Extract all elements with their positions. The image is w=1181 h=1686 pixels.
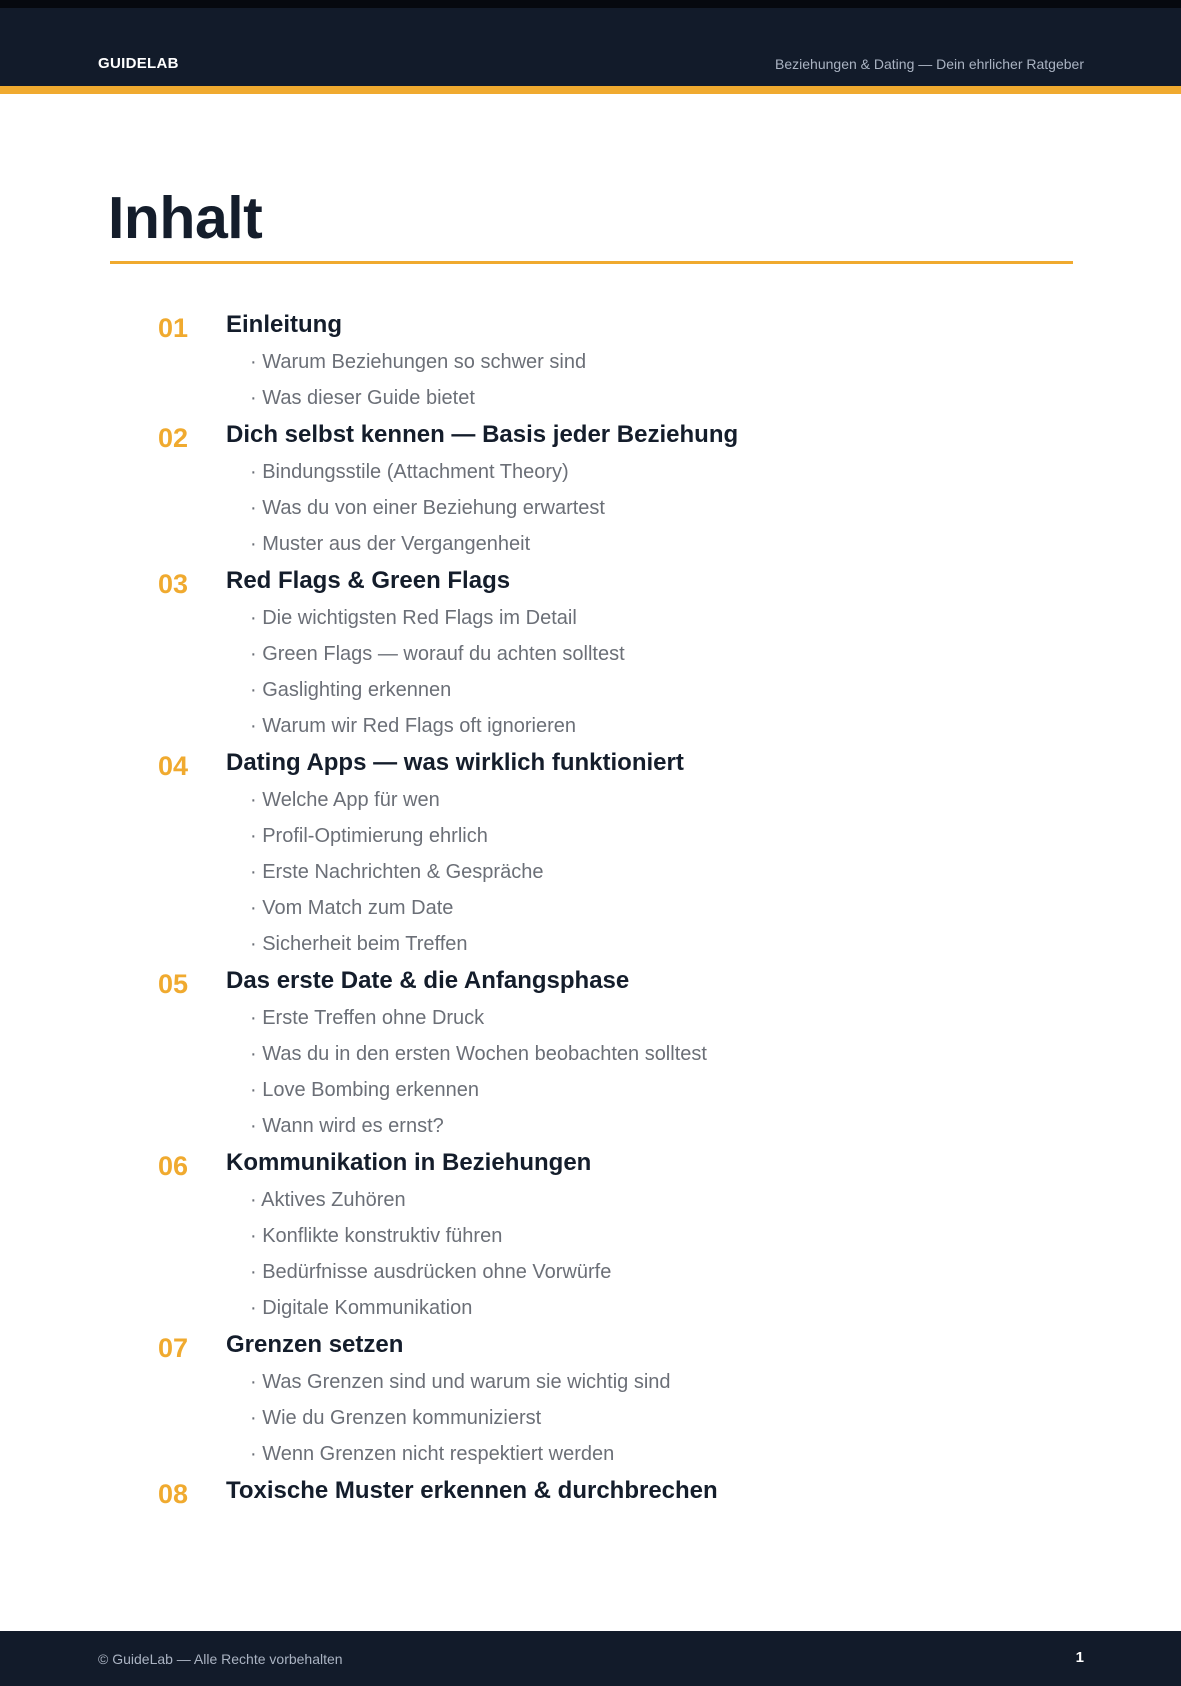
subitem-label: · Wann wird es ernst? (250, 1115, 444, 1137)
chapter-number: 08 (158, 1479, 189, 1509)
subitem-label: · Bindungsstile (Attachment Theory) (250, 461, 569, 483)
subitem-label: · Erste Treffen ohne Druck (250, 1007, 485, 1029)
toc-subitem (0, 1000, 1181, 1036)
toc-chapter (0, 962, 1181, 1000)
chapter-number: 01 (158, 313, 189, 343)
chapter-number: 03 (158, 569, 189, 599)
toc-subitem (0, 708, 1181, 744)
toc-subitem (0, 636, 1181, 672)
chapter-number: 04 (158, 751, 189, 781)
subitem-label: · Aktives Zuhören (250, 1189, 406, 1211)
chapter-number: 02 (158, 423, 189, 453)
chapter-number: 06 (158, 1151, 189, 1181)
subitem-label: · Erste Nachrichten & Gespräche (250, 861, 544, 883)
toc-subitem (0, 454, 1181, 490)
toc-subitem (0, 1364, 1181, 1400)
toc-subitem (0, 1436, 1181, 1472)
toc-subitem (0, 890, 1181, 926)
toc-chapter (0, 1326, 1181, 1364)
subitem-label: · Love Bombing erkennen (250, 1079, 480, 1101)
chapter-title: Red Flags & Green Flags (226, 567, 511, 594)
subitem-label: · Bedürfnisse ausdrücken ohne Vorwürfe (250, 1261, 612, 1283)
table-of-contents (0, 306, 1181, 1510)
subitem-label: · Vom Match zum Date (250, 897, 454, 919)
subitem-label: · Warum wir Red Flags oft ignorieren (250, 715, 577, 737)
toc-chapter (0, 744, 1181, 782)
footer-bar (0, 1631, 1181, 1686)
subitem-label: · Muster aus der Vergangenheit (250, 533, 531, 555)
subitem-label: · Gaslighting erkennen (250, 679, 452, 701)
chapter-number: 05 (158, 969, 189, 999)
toc-subitem (0, 1108, 1181, 1144)
chapter-title: Dating Apps — was wirklich funktioniert (226, 749, 684, 776)
toc-subitem (0, 926, 1181, 962)
header-accent-line (0, 86, 1181, 94)
toc-chapter (0, 1144, 1181, 1182)
subitem-label: · Warum Beziehungen so schwer sind (250, 351, 587, 373)
chapter-title: Das erste Date & die Anfangsphase (226, 967, 630, 994)
page-number: 1 (1075, 1649, 1084, 1666)
subitem-label: · Was du in den ersten Wochen beobachten solltest (250, 1043, 707, 1065)
toc-chapter (0, 306, 1181, 344)
subitem-label: · Wie du Grenzen kommunizierst (250, 1407, 542, 1429)
toc-subitem (0, 600, 1181, 636)
toc-subitem (0, 1072, 1181, 1108)
toc-subitem (0, 818, 1181, 854)
subitem-label: · Die wichtigsten Red Flags im Detail (250, 607, 577, 629)
chapter-title: Kommunikation in Beziehungen (226, 1149, 592, 1176)
toc-subitem (0, 1400, 1181, 1436)
toc-subitem (0, 1036, 1181, 1072)
subitem-label: · Konflikte konstruktiv führen (250, 1225, 503, 1247)
chapter-title: Toxische Muster erkennen & durchbrechen (226, 1477, 718, 1504)
page-title: Inhalt (108, 185, 263, 251)
header-bar (0, 0, 1181, 86)
chapter-title: Grenzen setzen (226, 1331, 404, 1358)
chapter-title: Einleitung (226, 311, 342, 338)
toc-subitem (0, 490, 1181, 526)
subitem-label: · Profil-Optimierung ehrlich (250, 825, 488, 847)
toc-subitem (0, 344, 1181, 380)
subitem-label: · Welche App für wen (250, 789, 440, 811)
toc-chapter (0, 416, 1181, 454)
toc-subitem (0, 1218, 1181, 1254)
subitem-label: · Was Grenzen sind und warum sie wichtig sind (250, 1371, 671, 1393)
subitem-label: · Wenn Grenzen nicht respektiert werden (250, 1443, 615, 1465)
subitem-label: · Was dieser Guide bietet (250, 387, 475, 409)
title-divider (110, 261, 1073, 264)
toc-chapter (0, 562, 1181, 600)
subitem-label: · Digitale Kommunikation (250, 1297, 473, 1319)
toc-chapter (0, 1472, 1181, 1510)
chapter-number: 07 (158, 1333, 189, 1363)
toc-subitem (0, 1182, 1181, 1218)
toc-subitem (0, 1290, 1181, 1326)
subitem-label: · Green Flags — worauf du achten solltest (250, 643, 625, 665)
header-tagline: Beziehungen & Dating — Dein ehrlicher Ratgeber (775, 56, 1084, 72)
toc-subitem (0, 526, 1181, 562)
toc-subitem (0, 854, 1181, 890)
chapter-title: Dich selbst kennen — Basis jeder Beziehung (226, 421, 739, 448)
toc-subitem (0, 782, 1181, 818)
brand-logo: GUIDELAB (98, 55, 179, 72)
footer-copyright: © GuideLab — Alle Rechte vorbehalten (98, 1651, 343, 1667)
subitem-label: · Was du von einer Beziehung erwartest (250, 497, 605, 519)
toc-subitem (0, 672, 1181, 708)
toc-subitem (0, 380, 1181, 416)
subitem-label: · Sicherheit beim Treffen (250, 933, 468, 955)
toc-subitem (0, 1254, 1181, 1290)
